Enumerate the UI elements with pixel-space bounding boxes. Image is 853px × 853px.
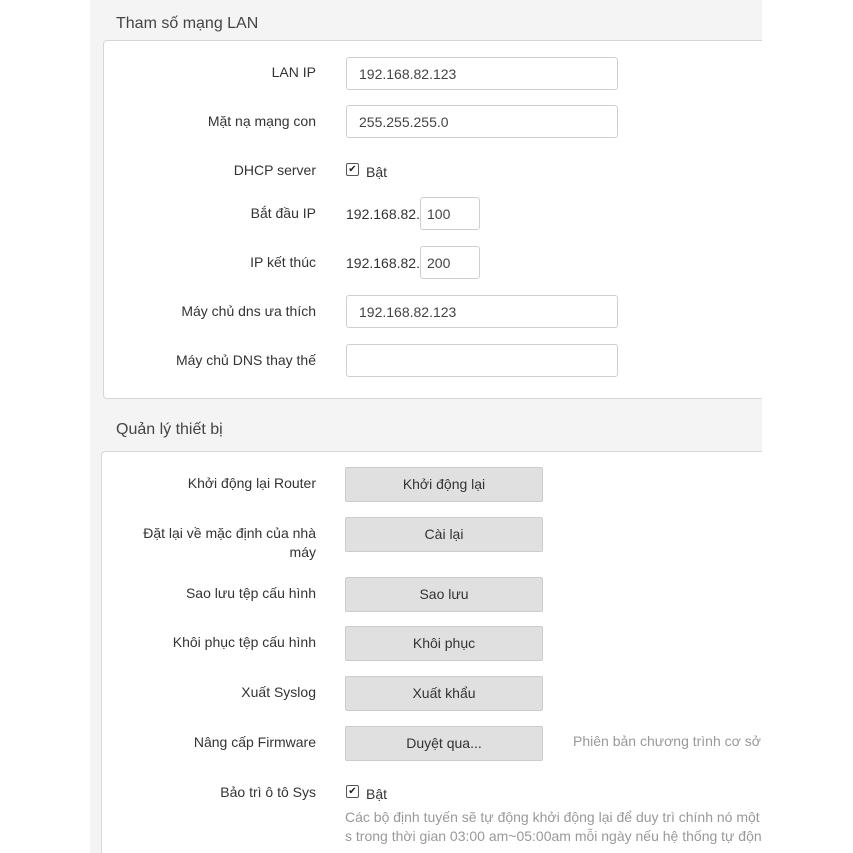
- reboot-label: Khởi động lại Router: [187, 475, 316, 491]
- factory-reset-button[interactable]: Cài lại: [345, 517, 543, 552]
- backup-button[interactable]: Sao lưu: [345, 577, 543, 612]
- lan-ip-label: LAN IP: [271, 64, 316, 80]
- export-syslog-button[interactable]: Xuất khẩu: [345, 676, 543, 711]
- restore-label: Khôi phục tệp cấu hình: [172, 634, 316, 650]
- backup-label: Sao lưu tệp cấu hình: [185, 585, 316, 601]
- subnet-mask-label: Mặt nạ mạng con: [207, 113, 316, 129]
- dhcp-server-checkbox[interactable]: ✔: [346, 163, 359, 176]
- reboot-button[interactable]: Khởi động lại: [345, 467, 543, 502]
- start-ip-prefix: 192.168.82.: [346, 206, 420, 222]
- syslog-label: Xuất Syslog: [241, 684, 316, 700]
- firmware-upgrade-label: Nâng cấp Firmware: [193, 734, 316, 750]
- auto-maintenance-description-line2: s trong thời gian 03:00 am~05:00am mỗi ngày nếu hệ thống tự độn: [345, 828, 762, 844]
- auto-maintenance-option-label: Bật: [366, 786, 388, 802]
- lan-ip-input[interactable]: [346, 57, 618, 90]
- end-ip-label: IP kết thúc: [250, 254, 316, 270]
- start-ip-label: Bắt đầu IP: [250, 205, 316, 221]
- browse-firmware-button[interactable]: Duyệt qua...: [345, 726, 543, 761]
- dhcp-server-label: DHCP server: [233, 162, 316, 178]
- restore-button[interactable]: Khôi phục: [345, 626, 543, 661]
- end-ip-prefix: 192.168.82.: [346, 255, 420, 271]
- auto-maintenance-label: Bảo trì ô tô Sys: [220, 784, 316, 800]
- start-ip-input[interactable]: [420, 197, 480, 230]
- auto-maintenance-checkbox[interactable]: ✔: [346, 785, 359, 798]
- auto-maintenance-description-line1: Các bộ định tuyến sẽ tự động khởi động lại để duy trì chính nó một: [345, 809, 760, 825]
- factory-reset-label: Đặt lại về mặc định của nhà máy: [143, 525, 316, 560]
- device-section-title: Quản lý thiết bị: [116, 421, 223, 438]
- dhcp-server-option-label: Bật: [366, 164, 388, 180]
- subnet-mask-input[interactable]: [346, 105, 618, 138]
- alternate-dns-label: Máy chủ DNS thay thế: [175, 352, 316, 368]
- lan-section-title: Tham số mạng LAN: [116, 15, 259, 32]
- end-ip-input[interactable]: [420, 246, 480, 279]
- alternate-dns-input[interactable]: [346, 344, 618, 377]
- firmware-version-hint: Phiên bản chương trình cơ sở: [573, 733, 761, 749]
- preferred-dns-input[interactable]: [346, 295, 618, 328]
- preferred-dns-label: Máy chủ dns ưa thích: [181, 303, 316, 319]
